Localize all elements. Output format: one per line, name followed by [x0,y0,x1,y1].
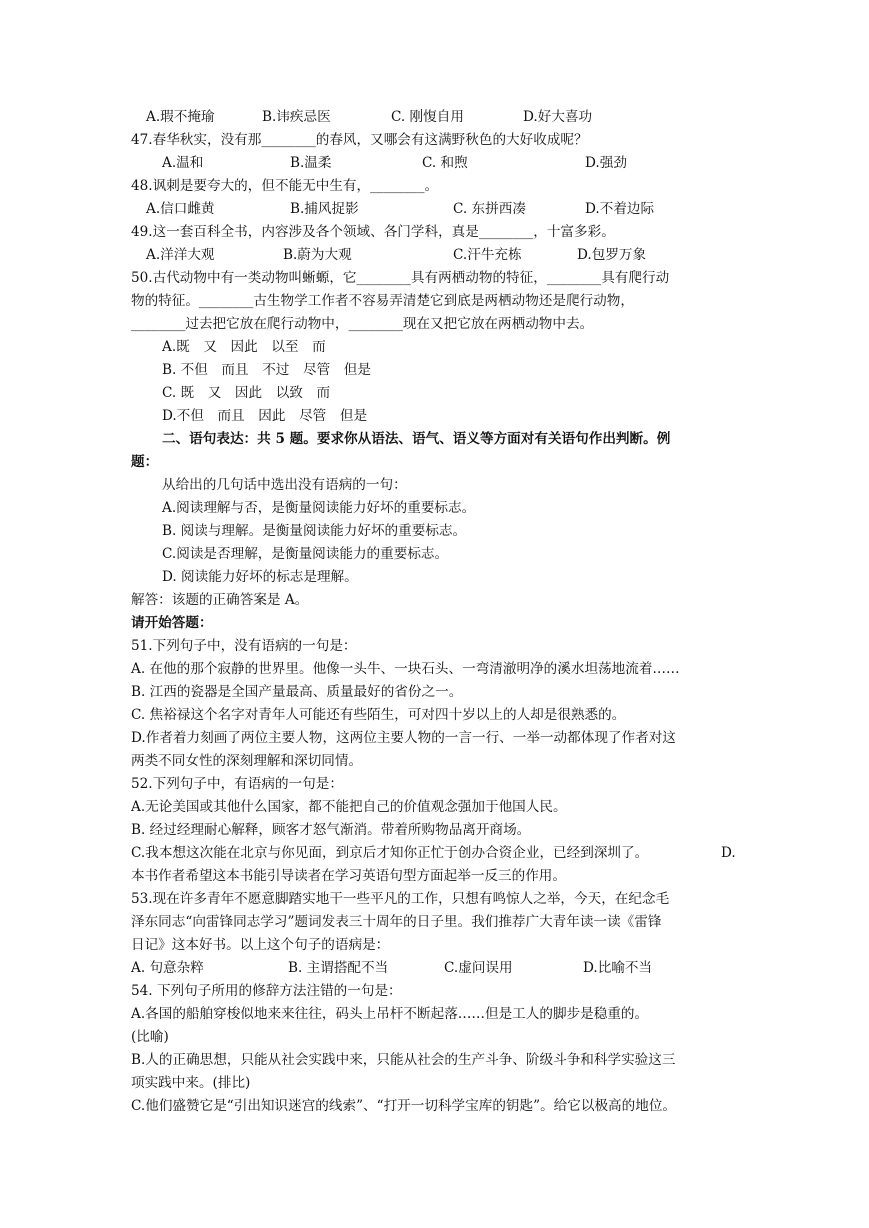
q54-option-a-line2[interactable]: (比喻) [131,1029,169,1045]
q50-stem-line2: 物的特征。________古生物学工作者不容易弄清楚它到底是两栖动物还是爬行动物， [131,293,634,309]
q49-option-a[interactable]: A.洋洋大观 [146,247,215,263]
start-answering-label: 请开始答题： [131,615,213,631]
q47-option-c[interactable]: C. 和煦 [422,155,468,171]
q50-stem-line1: 50.古代动物中有一类动物叫蜥螈，它________具有两栖动物的特征，________具有爬行动 [131,270,670,286]
q49-option-c[interactable]: C.汗牛充栋 [453,247,522,263]
q51-option-b[interactable]: B. 江西的瓷器是全国产量最高、质量最好的省份之一。 [131,684,463,700]
q53-option-d[interactable]: D.比喻不当 [583,960,653,976]
q48-option-b[interactable]: B.捕风捉影 [290,201,359,217]
q54-stem: 54. 下列句子所用的修辞方法注错的一句是： [131,983,402,999]
section2-heading-line1: 二、语句表达：共 5 题。要求你从语法、语气、语义等方面对有关语句作出判断。例 [162,431,671,447]
q54-option-b-line1[interactable]: B.人的正确思想，只能从社会实践中来，只能从社会的生产斗争、阶级斗争和科学实验这三 [131,1052,676,1068]
q52-option-b[interactable]: B. 经过经理耐心解释，顾客才怒气渐消。带着所购物品离开商场。 [131,822,531,838]
q47-option-a[interactable]: A.温和 [162,155,204,171]
q49-option-b[interactable]: B.蔚为大观 [283,247,352,263]
example-option-d: D. 阅读能力好坏的标志是理解。 [162,569,358,585]
q48-option-d[interactable]: D.不着边际 [585,201,655,217]
q46-option-a[interactable]: A.瑕不掩瑜 [146,109,215,125]
q52-stem: 52.下列句子中，有语病的一句是： [131,776,343,792]
q52-option-a[interactable]: A.无论美国或其他什么国家，都不能把自己的价值观念强加于他国人民。 [131,799,567,815]
q47-stem: 47.春华秋实，没有那________的春风，又哪会有这满野秋色的大好收成呢？ [131,132,588,148]
q51-stem: 51.下列句子中，没有语病的一句是： [131,638,357,654]
q53-option-a[interactable]: A. 句意杂粹 [131,960,204,976]
example-option-b: B. 阅读与理解。是衡量阅读能力好坏的重要标志。 [162,523,467,539]
q48-option-c[interactable]: C. 东拼西凑 [453,201,526,217]
q47-option-d[interactable]: D.强劲 [585,155,627,171]
q49-option-d[interactable]: D.包罗万象 [577,247,647,263]
q50-option-d[interactable]: D.不但 而且 因此 尽管 但是 [162,408,368,424]
q49-stem: 49.这一套百科全书，内容涉及各个领域、各门学科，真是________，十富多彩。 [131,224,615,240]
q54-option-c-line1[interactable]: C.他们盛赞它是“引出知识迷宫的线索”、“打开一切科学宝库的钥匙”。给它以极高的地位。 [131,1098,677,1114]
q53-stem-line2: 泽东同志“向雷锋同志学习”题词发表三十周年的日子里。我们推荐广大青年读一读《雷锋 [131,914,662,930]
example-option-c: C.阅读是否理解，是衡量阅读能力的重要标志。 [162,546,449,562]
q46-option-b[interactable]: B.讳疾忌医 [262,109,331,125]
q53-option-c[interactable]: C.虚问误用 [444,960,513,976]
q48-stem: 48.讽刺是要夸大的，但不能无中生有，________。 [131,178,439,194]
q52-option-c[interactable]: C.我本想这次能在北京与你见面，到京后才知你正忙于创办合资企业，已经到深圳了。 [131,845,649,861]
q53-option-b[interactable]: B. 主谓搭配不当 [288,960,389,976]
q53-stem-line1: 53.现在许多青年不愿意脚踏实地干一些平凡的工作，只想有鸣惊人之举，今天，在纪念毛 [131,891,670,907]
section2-heading-line2: 题： [131,454,159,470]
q51-option-c[interactable]: C. 焦裕禄这个名字对青年人可能还有些陌生，可对四十岁以上的人却是很熟悉的。 [131,707,626,723]
q50-stem-line3: ________过去把它放在爬行动物中，________现在又把它放在两栖动物中去。 [131,316,594,332]
q52-option-d-text[interactable]: 本书作者希望这本书能引导读者在学习英语句型方面起举一反三的作用。 [131,868,566,884]
q50-option-a[interactable]: A.既 又 因此 以至 而 [162,339,326,355]
q54-option-a-line1[interactable]: A.各国的船舶穿梭似地来来往往，码头上吊杆不断起落……但是工人的脚步是稳重的。 [131,1006,649,1022]
example-answer: 解答：该题的正确答案是 A。 [131,592,309,608]
q51-option-a[interactable]: A. 在他的那个寂静的世界里。他像一头牛、一块石头、一弯清澈明净的溪水坦荡地流着…… [131,661,680,677]
q51-option-d-line2[interactable]: 两类不同女性的深刻理解和深切同情。 [131,753,363,769]
q50-option-b[interactable]: B. 不但 而且 不过 尽管 但是 [162,362,371,378]
q50-option-c[interactable]: C. 既 又 因此 以致 而 [162,385,331,401]
example-stem: 从给出的几句话中选出没有语病的一句： [162,477,407,493]
q46-option-d[interactable]: D.好大喜功 [523,109,593,125]
q52-option-d-label[interactable]: D. [721,845,736,861]
q46-option-c[interactable]: C. 刚愎自用 [391,109,464,125]
q51-option-d-line1[interactable]: D.作者着力刻画了两位主要人物，这两位主要人物的一言一行、一举一动都体现了作者对这 [131,730,676,746]
q53-stem-line3: 日记》这本好书。以上这个句子的语病是： [131,937,390,953]
q54-option-b-line2[interactable]: 项实践中来。(排比) [131,1075,251,1091]
q48-option-a[interactable]: A.信口雌黄 [146,201,215,217]
q47-option-b[interactable]: B.温柔 [290,155,332,171]
example-option-a: A.阅读理解与否，是衡量阅读能力好坏的重要标志。 [162,500,476,516]
